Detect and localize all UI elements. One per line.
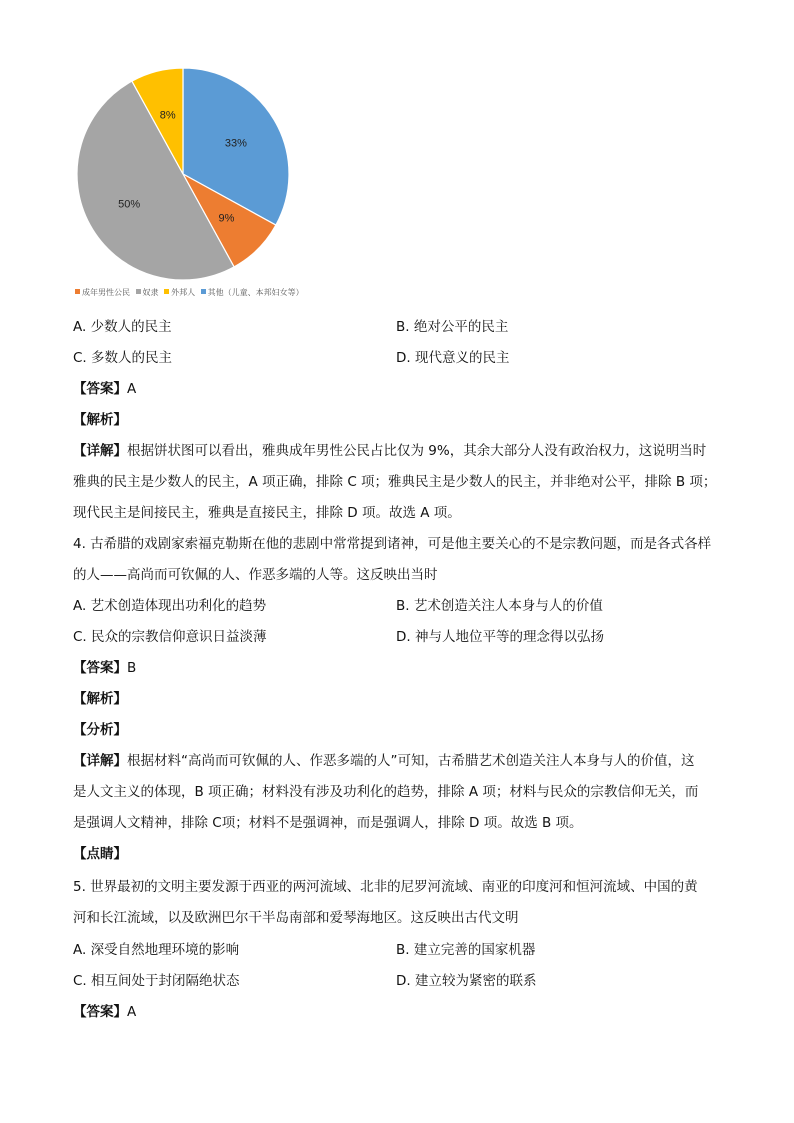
answer-value: A bbox=[127, 1004, 137, 1020]
q5-option-b: B. 建立完善的国家机器 bbox=[396, 942, 536, 958]
q3-detail-line-3: 现代民主是间接民主，雅典是直接民主，排除 D 项。故选 A 项。 bbox=[73, 505, 461, 521]
q4-stem-line-2: 的人——高尚而可钦佩的人、作恶多端的人等。这反映出当时 bbox=[73, 567, 438, 583]
analysis-tag: 【解析】 bbox=[73, 691, 127, 707]
legend-swatch-blue bbox=[201, 289, 206, 294]
pie-chart bbox=[60, 60, 330, 310]
pie-slice-label: 50% bbox=[118, 198, 141, 211]
q4-detail-line-2: 是人文主义的体现，B 项正确；材料没有涉及功利化的趋势，排除 A 项；材料与民众的宗教信仰无关，而 bbox=[73, 784, 699, 800]
answer-tag: 【答案】 bbox=[73, 1004, 127, 1020]
q5-option-d: D. 建立较为紧密的联系 bbox=[396, 973, 537, 989]
q5-answer bbox=[73, 1002, 136, 1022]
legend-label: 外邦人 bbox=[171, 288, 196, 297]
legend-swatch-orange bbox=[75, 289, 80, 294]
answer-tag: 【答案】 bbox=[73, 381, 127, 397]
q5-option-a: A. 深受自然地理环境的影响 bbox=[73, 942, 240, 958]
q4-analysis-heading bbox=[73, 689, 127, 709]
q3-detail-line-2: 雅典的民主是少数人的民主，A 项正确，排除 C 项；雅典民主是少数人的民主，并非绝对公平，排除 B 项； bbox=[73, 474, 717, 490]
legend-label: 其他（儿童、本邦妇女等） bbox=[207, 288, 304, 297]
q4-option-d: D. 神与人地位平等的理念得以弘扬 bbox=[396, 629, 604, 645]
legend-swatch-gray bbox=[136, 289, 141, 294]
q4-option-c: C. 民众的宗教信仰意识日益淡薄 bbox=[73, 629, 267, 645]
legend-label: 奴隶 bbox=[142, 288, 159, 297]
fenxi-tag: 【分析】 bbox=[73, 722, 127, 738]
q4-dianjing-heading bbox=[73, 844, 127, 864]
detail-tag: 【详解】 bbox=[73, 753, 127, 769]
q4-detail-line-1 bbox=[73, 751, 695, 771]
detail-text: 根据材料“高尚而可钦佩的人、作恶多端的人”可知，古希腊艺术创造关注人本身与人的价值，这 bbox=[127, 753, 695, 769]
q3-option-d: D. 现代意义的民主 bbox=[396, 350, 510, 366]
legend-item-foreigners bbox=[164, 288, 198, 297]
q4-option-a: A. 艺术创造体现出功利化的趋势 bbox=[73, 598, 267, 614]
legend-item-slaves bbox=[136, 288, 162, 297]
q3-option-b: B. 绝对公平的民主 bbox=[396, 319, 509, 335]
q4-answer bbox=[73, 658, 136, 678]
q3-detail-line-1 bbox=[73, 441, 706, 461]
q3-option-a: A. 少数人的民主 bbox=[73, 319, 172, 335]
q3-analysis-heading bbox=[73, 410, 127, 430]
q3-option-c: C. 多数人的民主 bbox=[73, 350, 173, 366]
pie-slice-label: 8% bbox=[159, 109, 176, 122]
legend-swatch-yellow bbox=[164, 289, 169, 294]
q4-detail-line-3: 是强调人文精神，排除 C项；材料不是强调神，而是强调人，排除 D 项。故选 B 项。 bbox=[73, 815, 583, 831]
legend-item-adult-male-citizens bbox=[75, 288, 133, 297]
pie-chart-svg bbox=[60, 60, 330, 290]
pie-slice-label: 9% bbox=[218, 212, 235, 225]
legend-item-others bbox=[201, 288, 304, 297]
q5-stem-line-1: 5. 世界最初的文明主要发源于西亚的两河流域、北非的尼罗河流域、南亚的印度河和恒河流域、中国的黄 bbox=[73, 879, 698, 895]
answer-value: B bbox=[127, 660, 137, 676]
q3-answer bbox=[73, 379, 136, 399]
detail-text: 根据饼状图可以看出，雅典成年男性公民占比仅为 9%，其余大部分人没有政治权力，这说明当时 bbox=[127, 443, 707, 459]
q5-option-c: C. 相互间处于封闭隔绝状态 bbox=[73, 973, 240, 989]
q5-stem-line-2: 河和长江流域，以及欧洲巴尔干半岛南部和爱琴海地区。这反映出古代文明 bbox=[73, 910, 519, 926]
answer-value: A bbox=[127, 381, 137, 397]
q4-stem-line-1: 4. 古希腊的戏剧家索福克勒斯在他的悲剧中常常提到诸神，可是他主要关心的不是宗教问题，而是各式各样 bbox=[73, 536, 712, 552]
detail-tag: 【详解】 bbox=[73, 443, 127, 459]
answer-tag: 【答案】 bbox=[73, 660, 127, 676]
q4-fenxi-heading bbox=[73, 720, 127, 740]
q4-option-b: B. 艺术创造关注人本身与人的价值 bbox=[396, 598, 603, 614]
dianjing-tag: 【点睛】 bbox=[73, 846, 127, 862]
legend-label: 成年男性公民 bbox=[82, 288, 130, 297]
chart-legend bbox=[75, 287, 307, 298]
analysis-tag: 【解析】 bbox=[73, 412, 127, 428]
pie-slice-label: 33% bbox=[224, 137, 247, 150]
